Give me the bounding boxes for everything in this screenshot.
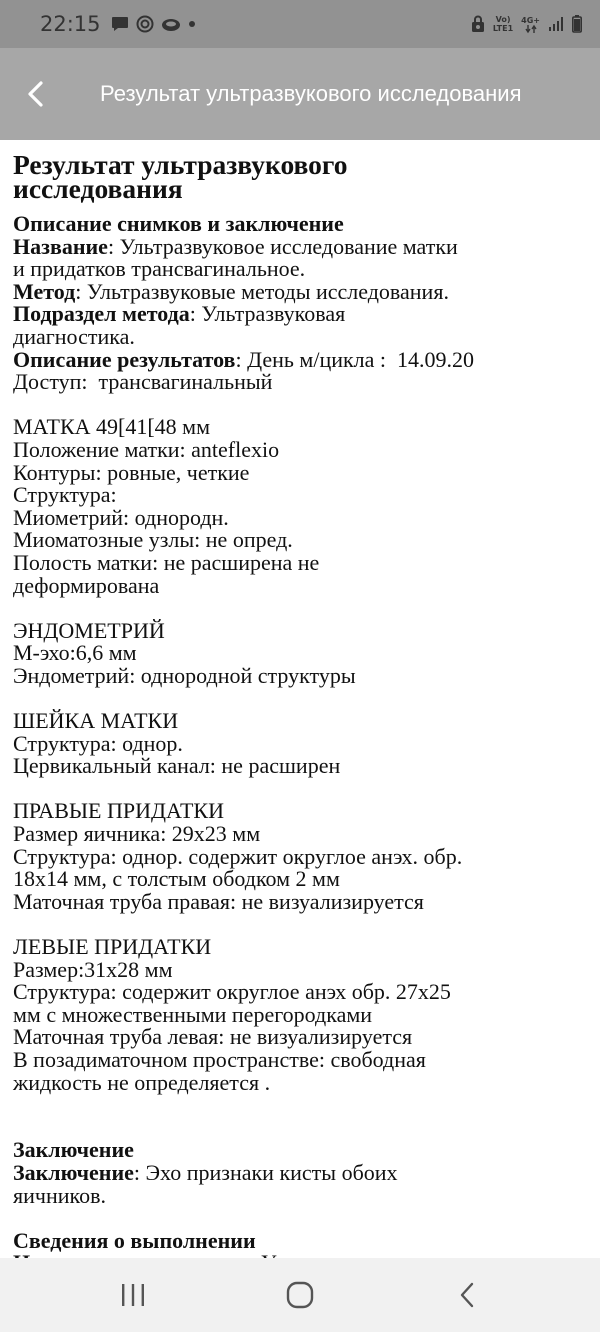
network-type-label: 4G+	[521, 15, 540, 25]
recent-apps-button[interactable]	[93, 1265, 173, 1325]
chevron-left-icon	[26, 80, 44, 108]
field-label: Название	[13, 233, 108, 259]
document-line	[13, 1227, 587, 1253]
blank-line	[13, 778, 587, 801]
blank-line	[13, 1094, 587, 1117]
document-line	[13, 843, 587, 869]
document-line	[13, 1001, 587, 1027]
document-heading-line: Результат ультразвукового	[13, 149, 348, 180]
field-value: Маточная труба правая: не визуализируется	[13, 888, 424, 914]
field-value: диагностика.	[13, 323, 135, 349]
document-line	[13, 484, 587, 507]
field-value: и придатков трансвагинальное.	[13, 256, 306, 282]
document-line	[13, 258, 587, 281]
document-heading	[13, 149, 587, 204]
document-line	[13, 459, 587, 485]
document-line	[13, 823, 587, 846]
document-line	[13, 642, 587, 665]
document-line	[13, 1026, 587, 1049]
status-bar	[0, 0, 600, 48]
volte-icon	[493, 15, 513, 33]
field-value: Маточная труба левая: не визуализируется	[13, 1024, 413, 1050]
document-line	[13, 504, 587, 530]
signal-icon	[548, 16, 564, 32]
field-label: Подраздел метода	[13, 301, 190, 327]
field-value: яичников.	[13, 1182, 106, 1208]
blank-line	[13, 394, 587, 417]
status-icons-left	[111, 15, 196, 33]
field-value: мм с множественными перегородками	[13, 1001, 373, 1027]
field-value: жидкость не определяется .	[13, 1069, 271, 1095]
field-value: : Ультразвуковые методы исследования.	[75, 278, 449, 304]
field-value: Размер яичника: 29х23 мм	[13, 821, 261, 847]
document-line	[13, 617, 587, 643]
document-line	[13, 529, 587, 552]
document-content[interactable]	[0, 140, 600, 1258]
document-line	[13, 1139, 587, 1162]
field-value: Структура: однор. содержит округлое анэх. обр.	[13, 843, 463, 869]
field-value: ШЕЙКА МАТКИ	[13, 708, 179, 734]
volte-label-top: Vo)	[495, 15, 511, 24]
document-line	[13, 436, 587, 462]
home-button[interactable]	[260, 1265, 340, 1325]
volte-label-bottom: LTE1	[492, 24, 514, 33]
field-value: Миометрий: однородн.	[13, 504, 229, 530]
document-line	[13, 572, 587, 598]
battery-icon	[572, 15, 582, 33]
back-chevron-icon	[458, 1281, 476, 1309]
field-value: 18х14 мм, с толстым ободком 2 мм	[13, 866, 340, 892]
target-app-icon	[136, 15, 154, 33]
field-label: Описание результатов	[13, 346, 236, 372]
blank-line	[13, 597, 587, 620]
cloud-app-icon	[161, 16, 181, 32]
document-line	[13, 371, 587, 394]
field-value: Структура: однор.	[13, 730, 183, 756]
document-line	[13, 278, 587, 304]
app-bar-title: Результат ультразвукового исследования	[100, 81, 522, 106]
document-line	[13, 981, 587, 1004]
field-value: Размер:31х28 мм	[13, 956, 173, 982]
field-value: ЭНДОМЕТРИЙ	[13, 617, 165, 643]
document-line	[13, 730, 587, 756]
document-line	[13, 710, 587, 733]
document-line	[13, 1159, 587, 1185]
system-nav-bar	[0, 1258, 600, 1332]
field-value: Структура: содержит округлое анэх обр. 27х25	[13, 979, 451, 1005]
document-line	[13, 1046, 587, 1072]
field-value: Положение матки: anteflexio	[13, 436, 280, 462]
notification-dot-icon	[188, 20, 196, 28]
field-value: Полость матки: не расширена не	[13, 549, 320, 575]
field-label: Заключение	[13, 1137, 134, 1163]
field-value: МАТКА 49[41[48 мм	[13, 414, 211, 440]
home-icon	[286, 1281, 314, 1309]
field-value: : Ультразвуковое исследование матки	[107, 233, 458, 259]
alarm-lock-icon	[471, 15, 485, 33]
field-value: Контуры: ровные, четкие	[13, 459, 250, 485]
document-line	[13, 1182, 587, 1208]
app-bar	[0, 48, 600, 140]
field-label: Метод	[13, 278, 76, 304]
blank-line	[13, 1207, 587, 1230]
field-value: деформирована	[13, 572, 160, 598]
blank-line	[13, 1117, 587, 1140]
document-line	[13, 936, 587, 959]
message-icon	[111, 16, 129, 32]
field-value: М-эхо:6,6 мм	[13, 640, 137, 666]
field-value: ПРАВЫЕ ПРИДАТКИ	[13, 798, 224, 824]
document-line	[13, 416, 587, 439]
field-value: : Эхо признаки кисты обоих	[133, 1159, 398, 1185]
document-line	[13, 800, 587, 823]
field-value: Структура:	[13, 482, 117, 508]
field-value: ЛЕВЫЕ ПРИДАТКИ	[13, 934, 212, 959]
field-label: Заключение	[13, 1159, 134, 1185]
document-line	[13, 233, 587, 259]
blank-line	[13, 687, 587, 710]
field-value: Миоматозные узлы: не опред.	[13, 527, 293, 553]
document-line	[13, 346, 587, 372]
status-time: 22:15	[40, 12, 101, 36]
nav-back-button[interactable]	[427, 1265, 507, 1325]
document-line	[13, 303, 587, 326]
data-arrows-icon	[521, 16, 540, 33]
field-value: Эндометрий: однородной структуры	[13, 662, 356, 688]
field-value: В позадиматочном пространстве: свободная	[13, 1046, 426, 1072]
document-heading-line: исследования	[13, 173, 183, 204]
document-line	[13, 1069, 587, 1095]
document-line	[13, 213, 587, 236]
field-label: Сведения о выполнении	[13, 1227, 256, 1253]
document-line	[13, 323, 587, 349]
document-line	[13, 662, 587, 688]
document-line	[13, 868, 587, 891]
document-line	[13, 888, 587, 914]
document-line	[13, 549, 587, 575]
field-value: Цервикальный канал: не расширен	[13, 753, 341, 779]
status-icons-right	[471, 15, 582, 33]
document-line	[13, 956, 587, 982]
document-line	[13, 755, 587, 778]
recent-apps-icon	[120, 1283, 146, 1307]
field-label: Описание снимков и заключение	[13, 211, 344, 236]
field-value: : День м/цикла : 14.09.20	[235, 346, 475, 372]
field-value: Доступ: трансвагинальный	[13, 369, 273, 395]
field-value: : Ультразвуковая	[189, 301, 346, 327]
back-button[interactable]	[20, 74, 50, 114]
document-lines	[13, 213, 587, 1275]
blank-line	[13, 913, 587, 936]
